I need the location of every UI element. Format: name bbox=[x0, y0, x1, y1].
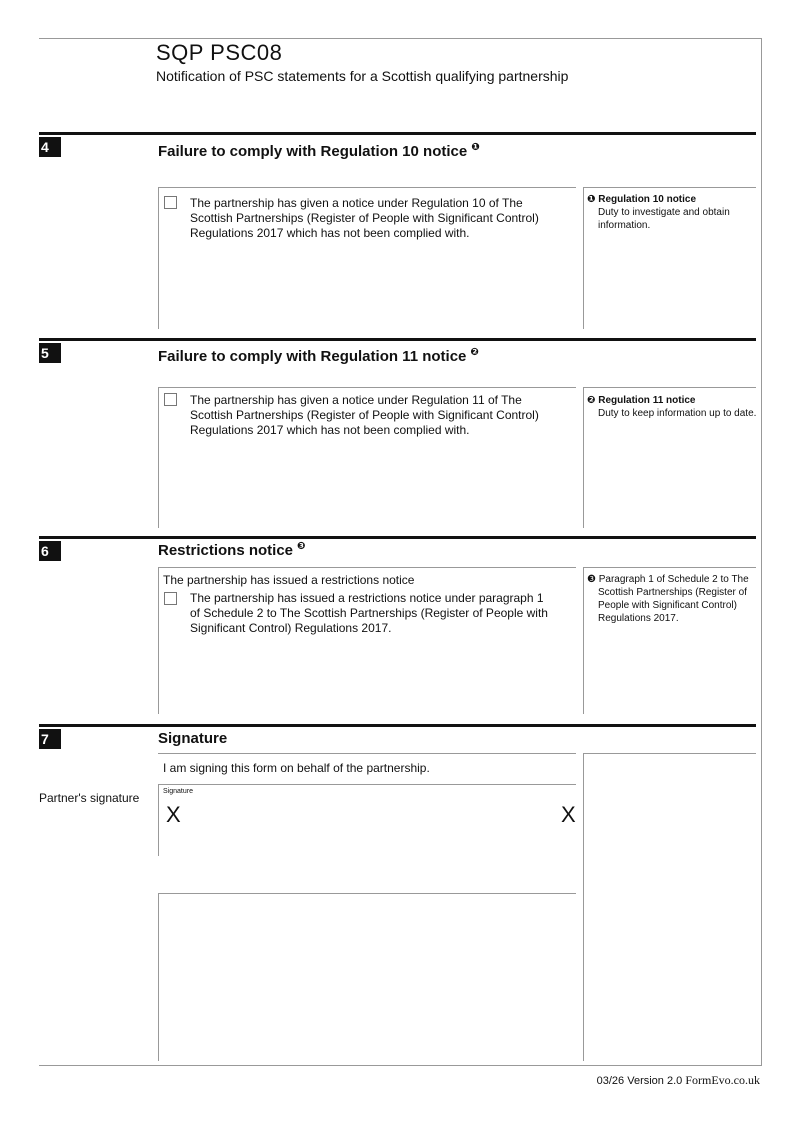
section-6-box-left bbox=[158, 567, 159, 714]
section-4-guide-left bbox=[583, 187, 584, 329]
section-title-text: Failure to comply with Regulation 10 notice bbox=[158, 143, 468, 160]
regulation-11-statement: The partnership has given a notice under Regulation 11 of The Scottish Partnerships (Register of People with Significant Control) Regulations 2017 which has not been complied with. bbox=[190, 393, 539, 437]
section-5-box-left bbox=[158, 387, 159, 528]
section-4-guide-top bbox=[583, 187, 756, 188]
section-6-box-top bbox=[158, 567, 576, 568]
guidance-body-text: Paragraph 1 of Schedule 2 to The Scottish Partnerships (Register of People with Significant Control) Regulations 2017. bbox=[598, 574, 749, 624]
section-7-divider bbox=[39, 724, 756, 727]
section-7-rule bbox=[158, 753, 576, 754]
form-subtitle: Notification of PSC statements for a Scottish qualifying partnership bbox=[156, 68, 569, 84]
section-title-text: Failure to comply with Regulation 11 notice bbox=[158, 348, 467, 365]
guidance-body: Duty to keep information up to date. bbox=[598, 408, 757, 419]
top-border bbox=[39, 38, 762, 39]
footer-version: 03/26 Version 2.0 bbox=[596, 1075, 683, 1087]
section-number: 6 bbox=[39, 541, 61, 561]
section-title bbox=[158, 347, 479, 365]
section-6-guide-top bbox=[583, 567, 756, 568]
section-4-box-top bbox=[158, 187, 576, 188]
signature-end-mark-icon: X bbox=[561, 802, 576, 827]
footer-brand: FormEvo.co.uk bbox=[685, 1073, 760, 1087]
section-7-guide-top bbox=[583, 753, 756, 754]
restrictions-notice-statement: The partnership has issued a restrictions notice under paragraph 1 of Schedule 2 to The Scottish Partnerships (Register of People with Significant Control) Regulations 2017. bbox=[190, 591, 548, 635]
note-marker-1-icon: ❶ bbox=[471, 142, 480, 153]
guidance-title bbox=[587, 193, 755, 206]
section-title-text: Restrictions notice bbox=[158, 542, 294, 559]
section-number: 4 bbox=[39, 137, 61, 157]
section-5-guide-left bbox=[583, 387, 584, 528]
note-marker-2-icon: ❷ bbox=[587, 395, 596, 406]
guidance-title bbox=[587, 394, 757, 407]
guidance-title-text: Regulation 11 notice bbox=[598, 395, 696, 406]
form-code: SQP PSC08 bbox=[156, 40, 283, 65]
section-4-divider bbox=[39, 132, 756, 135]
section-5-guide-top bbox=[583, 387, 756, 388]
guidance-title-text: Regulation 10 notice bbox=[598, 194, 697, 205]
lower-box-left bbox=[158, 893, 159, 1061]
note-marker-3-icon: ❸ bbox=[587, 574, 596, 585]
section-number: 7 bbox=[39, 729, 61, 749]
signing-statement: I am signing this form on behalf of the partnership. bbox=[163, 761, 430, 775]
section-5-box-top bbox=[158, 387, 576, 388]
lower-box-top bbox=[158, 893, 576, 894]
signature-field[interactable] bbox=[160, 796, 574, 854]
bottom-border bbox=[39, 1065, 762, 1066]
note-marker-3-icon: ❸ bbox=[297, 541, 306, 552]
note-marker-2-icon: ❷ bbox=[470, 347, 479, 358]
section-4-box-left bbox=[158, 187, 159, 329]
regulation-11-guidance bbox=[587, 394, 757, 420]
restrictions-notice-checkbox[interactable] bbox=[164, 592, 177, 605]
section-6-divider bbox=[39, 536, 756, 539]
footer bbox=[597, 1073, 760, 1088]
section-title bbox=[158, 541, 306, 559]
signature-field-left bbox=[158, 784, 159, 856]
partner-signature-label: Partner's signature bbox=[39, 791, 140, 805]
regulation-10-checkbox[interactable] bbox=[164, 196, 177, 209]
signature-start-mark-icon: X bbox=[166, 802, 181, 827]
section-5-divider bbox=[39, 338, 756, 341]
guidance-body: Duty to investigate and obtain information. bbox=[598, 207, 730, 231]
section-number: 5 bbox=[39, 343, 61, 363]
section-title bbox=[158, 142, 480, 160]
regulation-10-guidance bbox=[587, 193, 755, 232]
section-7-guide-left bbox=[583, 753, 584, 1061]
restrictions-guidance bbox=[587, 573, 751, 625]
regulation-10-statement: The partnership has given a notice under Regulation 10 of The Scottish Partnerships (Register of People with Significant Control) Regulations 2017 which has not been complied with. bbox=[190, 196, 539, 240]
restrictions-intro: The partnership has issued a restrictions notice bbox=[163, 573, 415, 587]
guidance-body bbox=[587, 573, 751, 625]
note-marker-1-icon: ❶ bbox=[587, 194, 596, 205]
regulation-11-checkbox[interactable] bbox=[164, 393, 177, 406]
signature-field-label: Signature bbox=[163, 788, 193, 795]
signing-statement-rule bbox=[158, 784, 576, 785]
section-title: Signature bbox=[158, 730, 228, 747]
right-border bbox=[761, 38, 762, 1066]
section-6-guide-left bbox=[583, 567, 584, 714]
